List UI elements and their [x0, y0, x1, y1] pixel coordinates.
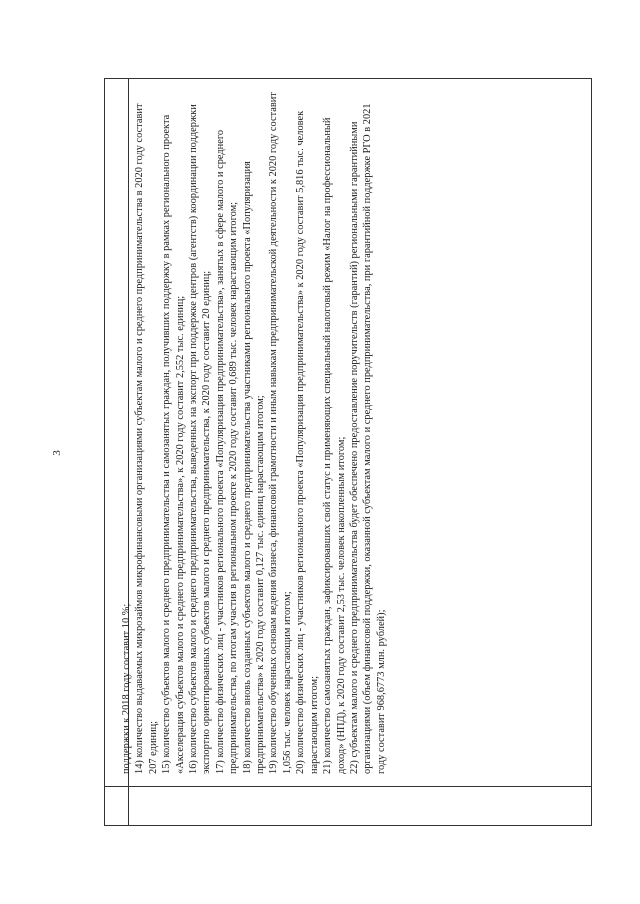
cell-text — [116, 82, 576, 782]
text-line: 19) количество обученных основам ведения бизнеса, финансовой грамотности и иным навыкам предпринимательской деятельности к 2020 году составит 1,056 тыс. человек нарастающим итогом; — [268, 92, 293, 774]
rotated-table-cell — [116, 82, 576, 782]
text-line: 21) количество самозанятых граждан, зафиксировавших свой статус и применяющих специальный налоговый режим «Налог на профессиональный доход» (НПД), к 2020 году составит 2,53 тыс. человек накопленным итогом; — [322, 117, 347, 774]
text-line: 18) количество вновь созданных субъектов малого и среднего предпринимательства участниками регионального проекта «Популяризация предпринимательства» к 2020 году составит 0,127 тыс. единиц нарастающим итогом; — [241, 161, 267, 774]
text-line: 14) количество выдаваемых микрозаймов микрофинансовыми организациями субъектам малого и среднего предпринимательства в 2020 году составит 207 единиц; — [134, 103, 159, 774]
text-line: 16) количество субъектов малого и среднего предпринимательства, выведенных на экспорт при поддержке центров (агентств) координации поддержки экспортно ориентированных субъектов малого и среднего предпринимательства, к 2020 году составит 20 единиц; — [188, 104, 213, 774]
text-line: 17) количество физических лиц - участников регионального проекта «Популяризация предпринимательства», занятых в сфере малого и среднего предпринимательства, по итогам участия в региональном проекте к 2020 году составит 0,689 тыс. человек нарастающим итогом; — [214, 129, 240, 774]
text-line: 22) субъектам малого и среднего предпринимательства будет обеспечено предоставление поручительств (гарантий) региональными гарантийными организациями (объем финансовой поддержки, оказанной субъектам малого и среднего предпринимательства, при гарантийной поддержке РГО в 2021 году составит 968,6773 млн. рублей); — [348, 103, 387, 774]
text-line: 15) количество субъектов малого и среднего предпринимательства и самозанятых граждан, получивших поддержку в рамках регионального проекта «Акселерация субъектов малого и среднего предпринимательства», к 2020 году составит 2,552 тыс. единиц; — [161, 114, 186, 774]
page-number: 3 — [50, 450, 63, 456]
text-line: 20) количество физических лиц - участников регионального проекта «Популяризация предпринимательства» к 2020 году составит 5,816 тыс. человек нарастающим итогом; — [295, 110, 320, 774]
table-row-divider — [104, 786, 592, 787]
text-line: поддержки к 2018 году составит 10 %; — [121, 603, 132, 774]
